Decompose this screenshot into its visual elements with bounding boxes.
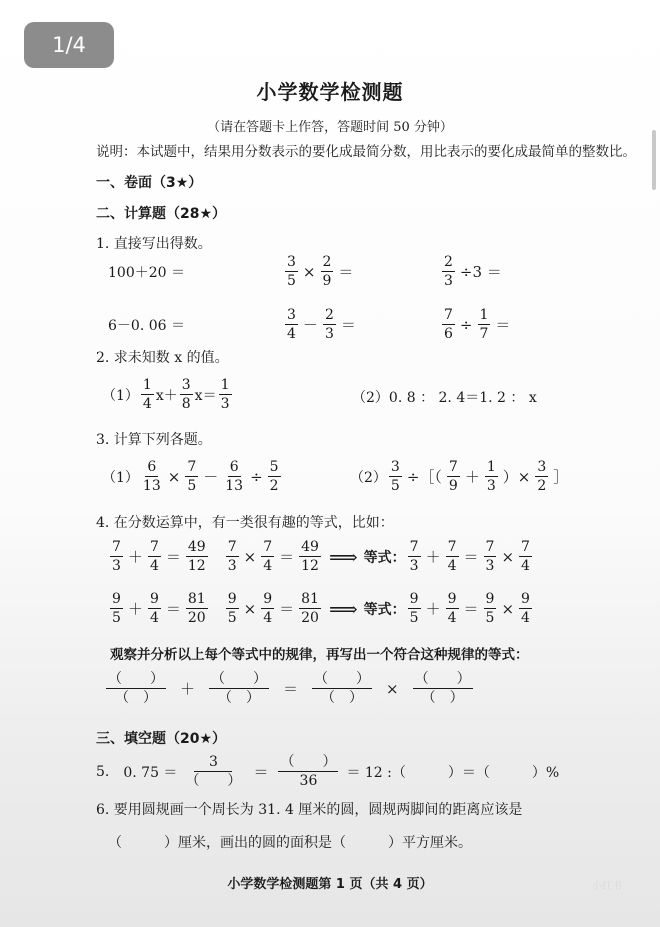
page-title: 小学数学检测题 <box>256 80 404 104</box>
q3-part1: （1） $\frac{6}{13}$ × $\frac{7}{5}$ － $\frac{6}{13}$ ÷ $\frac{5}{2}$ <box>102 459 279 494</box>
q3-title: 3. 计算下列各题。 <box>96 432 212 448</box>
section-1-heading: 一、卷面（3★） <box>96 175 203 191</box>
q6-line-1: 6. 要用圆规画一个周长为 31. 4 厘米的圆，圆规两脚间的距离应该是 <box>96 802 523 818</box>
subtitle: （请在答题卡上作答，答题时间 50 分钟） <box>207 120 453 135</box>
watermark: 小红书 <box>592 881 622 892</box>
instructions-note: 说明：本试题中，结果用分数表示的要化成最简分数，用比表示的要化成最简单的整数比。 <box>96 144 636 160</box>
q1-d: 6－0. 06 ＝ <box>108 318 185 334</box>
q1-a: 100＋20 ＝ <box>108 265 185 281</box>
q1-b: $\frac{3}{5}$ × $\frac{2}{9}$ ＝ <box>287 254 354 289</box>
arrow-icon: ⟹ <box>328 596 358 621</box>
section-2-heading: 二、计算题（28★） <box>96 206 227 222</box>
page-indicator[interactable]: 1/4 <box>24 22 114 68</box>
q3-part2: （2） $\frac{3}{5}$ ÷［（ $\frac{7}{9}$ ＋ $\frac{1}{3}$ ）× $\frac{3}{2}$ ］ <box>350 459 569 494</box>
q4-title: 4. 在分数运算中，有一类很有趣的等式，比如： <box>96 515 394 531</box>
q1-e: $\frac{3}{4}$ － $\frac{2}{3}$ ＝ <box>287 307 356 342</box>
q4-answer-template: $\frac{( )}{( )}$ ＋ $\frac{( )}{( )}$ ＝ $\frac{( )}{( )}$ × $\frac{( )}{( )}$ <box>108 671 471 706</box>
q2-part1: （1） $\frac{1}{4}$ x＋ $\frac{3}{8}$ x＝ $\frac{1}{3}$ <box>102 377 230 412</box>
q1-c: $\frac{2}{3}$ ÷3 ＝ <box>444 254 502 289</box>
page-footer: 小学数学检测题第 1 页（共 4 页） <box>227 877 433 892</box>
q1-title: 1. 直接写出得数。 <box>96 236 212 252</box>
q4-example-row-2: $\frac{9}{5}$ ＋ $\frac{9}{4}$ ＝ $\frac{81}{20}$ $\frac{9}{5}$ × $\frac{9}{4}$ ＝ $\frac{81}{20}$ ⟹ 等式： $\frac{9}{5}$ ＋ $\frac{9}{4}$ ＝ $\frac{9}{5}$ × $\frac{9}{4}$ <box>112 591 530 626</box>
q5: 5. 0. 75 ＝ $\frac{3}{( )}$ ＝ $\frac{( )}{36}$ ＝ 12 :（ ）＝（ ）% <box>96 754 560 789</box>
scrollbar-thumb[interactable] <box>652 130 656 190</box>
q2-part2: （2）0. 8 ： 2. 4＝1. 2 ： x <box>352 390 537 406</box>
q1-f: $\frac{7}{6}$ ÷ $\frac{1}{7}$ ＝ <box>444 307 511 342</box>
arrow-icon: ⟹ <box>328 544 358 569</box>
q4-example-row-1: $\frac{7}{3}$ ＋ $\frac{7}{4}$ ＝ $\frac{49}{12}$ $\frac{7}{3}$ × $\frac{7}{4}$ ＝ $\frac{49}{12}$ ⟹ 等式： $\frac{7}{3}$ ＋ $\frac{7}{4}$ ＝ $\frac{7}{3}$ × $\frac{7}{4}$ <box>112 539 530 574</box>
q2-title: 2. 求未知数 x 的值。 <box>96 350 229 366</box>
section-3-heading: 三、填空题（20★） <box>96 731 227 747</box>
q4-instruction: 观察并分析以上每个等式中的规律，再写出一个符合这种规律的等式： <box>110 647 529 663</box>
q6-line-2: （ ）厘米，画出的圆的面积是（ ）平方厘米。 <box>108 835 472 851</box>
